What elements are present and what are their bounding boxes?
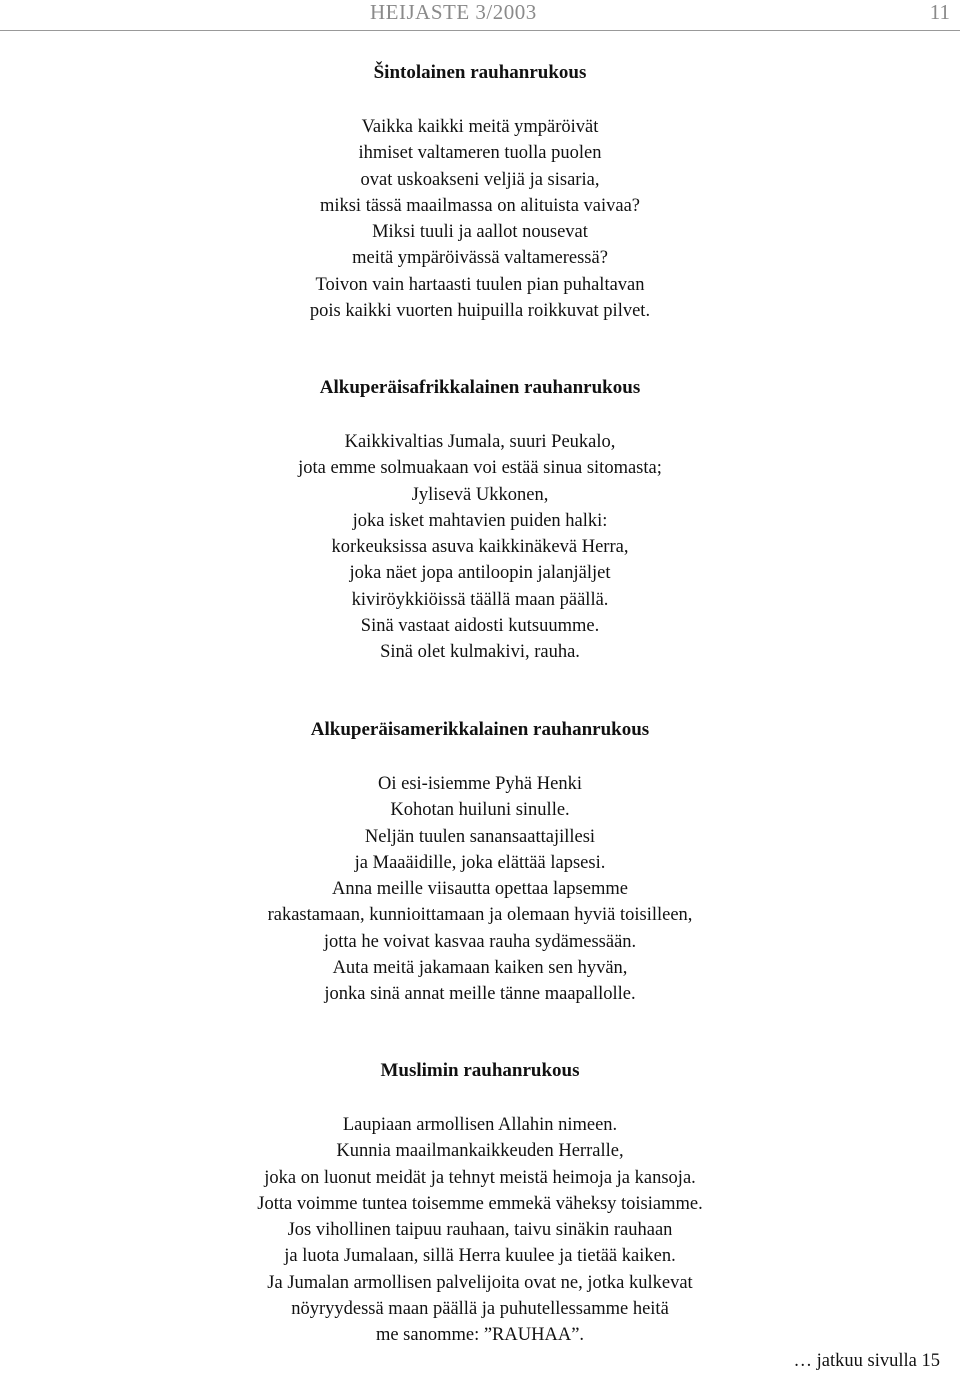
poem-line: nöyryydessä maan päällä ja puhutellessamme heitä xyxy=(291,1299,669,1320)
poem-line: Jos vihollinen taipuu rauhaan, taivu sinäkin rauhaan xyxy=(287,1220,673,1241)
poem-line: joka isket mahtavien puiden halki: xyxy=(352,510,608,531)
poem-line: Kunnia maailmankaikkeuden Herralle, xyxy=(336,1141,624,1162)
poem-line: Laupiaan armollisen Allahin nimeen. xyxy=(342,1115,618,1135)
poem-line: Jylisevä Ukkonen, xyxy=(411,484,549,505)
poem-line: Miksi tuuli ja aallot nousevat xyxy=(372,222,588,243)
poem-line: ja luota Jumalaan, sillä Herra kuulee ja tietää kaiken. xyxy=(284,1246,676,1267)
poem-line: Jotta voimme tuntea toisemme emmekä väheksy toisiamme. xyxy=(257,1193,703,1214)
poem-line: Sinä vastaat aidosti kutsuumme. xyxy=(360,616,600,637)
poem-line: Oi esi-isiemme Pyhä Henki xyxy=(378,774,582,794)
poem-line: miksi tässä maailmassa on alituista vaivaa? xyxy=(319,195,641,216)
section-title: Alkuperäisafrikkalainen rauhanrukous xyxy=(319,377,641,398)
poem-line: Vaikka kaikki meitä ympäröivät xyxy=(361,117,599,137)
poem-line: joka näet jopa antiloopin jalanjäljet xyxy=(349,563,611,584)
poem-line: Auta meitä jakamaan kaiken sen hyvän, xyxy=(332,958,628,979)
poem-line: ovat uskoakseni veljiä ja sisaria, xyxy=(360,169,600,190)
poem-line: pois kaikki vuorten huipuilla roikkuvat pilvet. xyxy=(309,301,651,322)
poem-lines xyxy=(0,1112,960,1349)
poem-line: jota emme solmuakaan voi estää sinua sitomasta; xyxy=(298,458,662,479)
poem-line: rakastamaan, kunnioittamaan ja olemaan hyviä toisilleen, xyxy=(267,905,693,926)
section-title: Alkuperäisamerikkalainen rauhanrukous xyxy=(310,719,650,740)
poem-line: Ja Jumalan armollisen palvelijoita ovat ne, jotka kulkevat xyxy=(267,1272,693,1293)
page-number: 11 xyxy=(929,0,950,24)
poem-line: Neljän tuulen sanansaattajillesi xyxy=(364,826,596,847)
poem-line: ja Maaäidille, joka elättää lapsesi. xyxy=(354,852,606,873)
section-title: Muslimin rauhanrukous xyxy=(380,1060,580,1081)
continued-note: … jatkuu sivulla 15 xyxy=(793,1351,940,1371)
poem-line: meitä ympäröivässä valtameressä? xyxy=(352,248,608,269)
poem-line: Kaikkivaltias Jumala, suuri Peukalo, xyxy=(344,432,616,452)
poem-line: jonka sinä annat meille tänne maapallolle. xyxy=(324,984,636,1005)
poem-lines xyxy=(0,114,960,324)
poem-line: Anna meille viisautta opettaa lapsemme xyxy=(332,879,628,900)
poem-line: korkeuksissa asuva kaikkinäkevä Herra, xyxy=(331,537,629,558)
poem-line: Sinä olet kulmakivi, rauha. xyxy=(380,642,580,663)
poem-line: kiviröykkiöissä täällä maan päällä. xyxy=(351,589,609,610)
poem-line: Toivon vain hartaasti tuulen pian puhaltavan xyxy=(315,274,645,295)
section-african-prayer xyxy=(0,375,960,666)
poem-lines xyxy=(0,429,960,666)
poem-line: Kohotan huiluni sinulle. xyxy=(390,800,570,821)
poem-lines xyxy=(0,771,960,1008)
section-muslim-prayer xyxy=(0,1058,960,1349)
poem-line: ihmiset valtameren tuolla puolen xyxy=(358,143,602,164)
poem-line: me sanomme: ”RAUHAA”. xyxy=(375,1325,585,1346)
poem-line: jotta he voivat kasvaa rauha sydämessään. xyxy=(323,931,637,952)
section-native-american-prayer xyxy=(0,717,960,1008)
page-header xyxy=(0,0,960,31)
poem-line: joka on luonut meidät ja tehnyt meistä heimoja ja kansoja. xyxy=(264,1167,696,1188)
section-shinto-prayer xyxy=(0,60,960,324)
publication-title: HEIJASTE 3/2003 xyxy=(370,0,537,24)
section-title: Šintolainen rauhanrukous xyxy=(373,62,587,83)
